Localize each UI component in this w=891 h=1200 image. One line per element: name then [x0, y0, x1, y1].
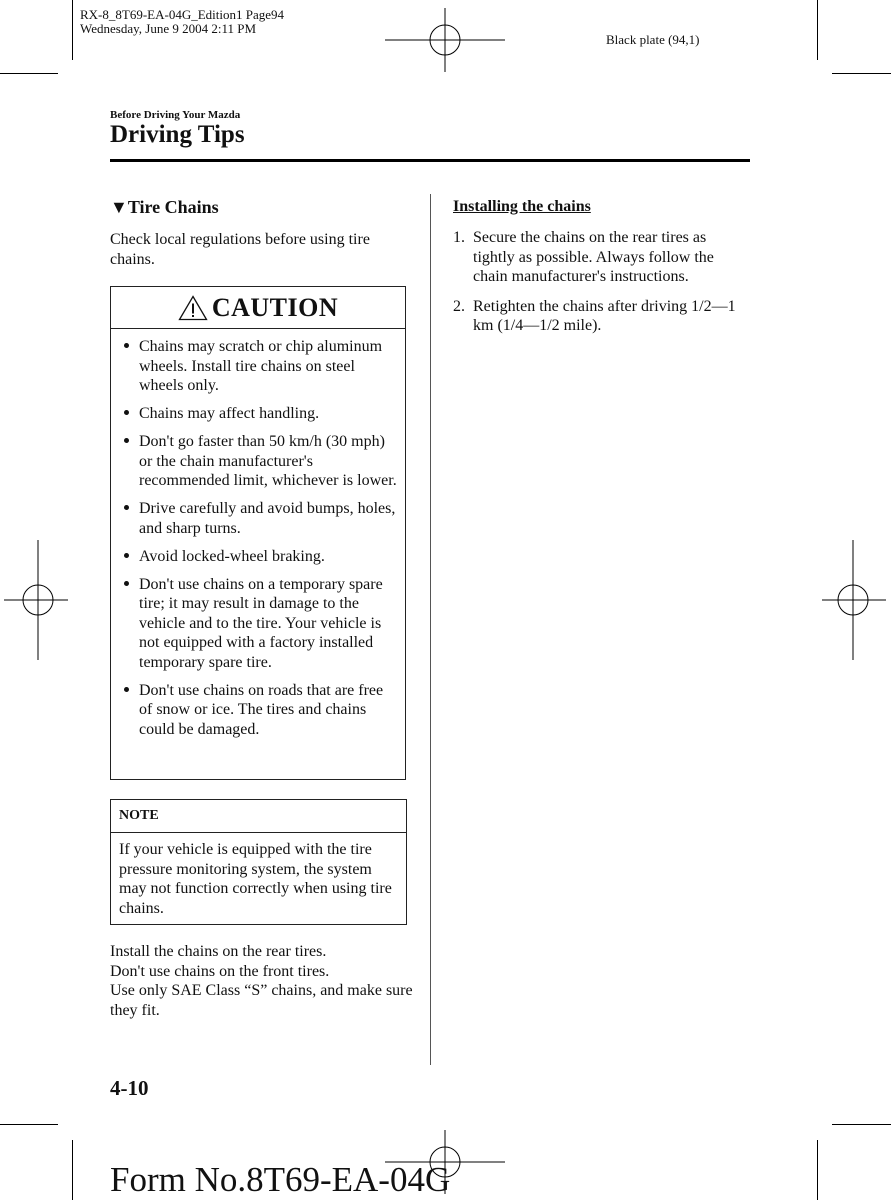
form-number: Form No.8T69-EA-04G — [110, 1160, 451, 1199]
step-text: Secure the chains on the rear tires as tightly as possible. Always follow the chain manufacturer's instructions. — [473, 229, 714, 285]
crop-mark — [72, 1140, 73, 1200]
note-title: NOTE — [111, 800, 406, 833]
crop-mark — [0, 73, 58, 74]
caution-item-text: Don't go faster than 50 km/h (30 mph) or the chain manufacturer's recommended limit, whichever is lower. — [139, 433, 397, 489]
caution-item-text: Chains may scratch or chip aluminum wheels. Install tire chains on steel wheels only. — [139, 338, 383, 394]
after-paragraph — [110, 942, 420, 1020]
registration-mark-icon — [385, 8, 505, 72]
bullet-icon — [119, 337, 139, 396]
installing-chains-heading: Installing the chains — [453, 198, 591, 215]
step-text: Retighten the chains after driving 1/2—1 km (1/4—1/2 mile). — [473, 297, 736, 334]
caution-item-text: Don't use chains on a temporary spare tire; it may result in damage to the vehicle and to the tire. Your vehicle is not equipped with a factory installed temporary spare tire. — [139, 575, 383, 671]
list-item — [119, 575, 399, 673]
crop-mark — [0, 1124, 58, 1125]
bullet-icon — [119, 404, 139, 424]
list-item — [453, 228, 748, 287]
after-line: Use only SAE Class “S” chains, and make sure they fit. — [110, 982, 413, 1019]
intro-paragraph: Check local regulations before using tire chains. — [110, 231, 370, 268]
list-item — [119, 404, 399, 424]
list-item — [119, 337, 399, 396]
crop-mark — [832, 73, 891, 74]
warning-triangle-icon — [178, 295, 208, 321]
caution-item-text: Don't use chains on roads that are free of snow or ice. The tires and chains could be damaged. — [139, 681, 384, 738]
caution-box — [110, 286, 406, 780]
column-divider — [430, 194, 431, 1065]
bullet-icon — [119, 681, 139, 740]
caution-title: CAUTION — [211, 292, 339, 322]
after-line: Install the chains on the rear tires. — [110, 943, 327, 960]
bullet-icon — [119, 575, 139, 673]
list-item — [119, 547, 399, 567]
section-label: Before Driving Your Mazda — [110, 109, 241, 121]
black-plate-label: Black plate (94,1) — [606, 32, 700, 47]
crop-mark — [832, 1124, 891, 1125]
list-item — [453, 297, 748, 336]
print-info — [80, 8, 284, 36]
caution-header — [111, 287, 405, 329]
crop-mark — [817, 0, 818, 60]
step-number: 2. — [453, 297, 465, 315]
installation-steps — [453, 228, 748, 346]
crop-mark — [72, 0, 73, 60]
note-box — [110, 799, 407, 925]
bullet-icon — [119, 547, 139, 567]
step-number: 1. — [453, 229, 465, 246]
title-rule — [110, 159, 750, 162]
bullet-icon — [119, 432, 139, 491]
registration-mark-icon — [822, 540, 886, 660]
page-number: 4-10 — [110, 1076, 149, 1100]
registration-mark-icon — [4, 540, 68, 660]
after-line: Don't use chains on the front tires. — [110, 962, 330, 980]
list-item — [119, 499, 399, 538]
tire-chains-heading-text: Tire Chains — [127, 197, 219, 217]
bullet-icon — [119, 499, 139, 538]
triangle-down-icon: ▼ — [110, 197, 128, 217]
print-info-line1: RX-8_8T69-EA-04G_Edition1 Page94 — [80, 7, 285, 22]
tire-chains-heading — [110, 197, 219, 218]
list-item — [119, 681, 399, 740]
caution-list — [111, 329, 405, 739]
print-info-line2: Wednesday, June 9 2004 2:11 PM — [80, 21, 257, 36]
caution-item-text: Chains may affect handling. — [139, 405, 320, 422]
note-text: If your vehicle is equipped with the tire pressure monitoring system, the system may not function correctly when using tire chains. — [119, 841, 392, 917]
caution-item-text: Drive carefully and avoid bumps, holes, and sharp turns. — [139, 500, 396, 537]
caution-item-text: Avoid locked-wheel braking. — [139, 547, 325, 565]
page-title: Driving Tips — [110, 121, 245, 148]
crop-mark — [817, 1140, 818, 1200]
list-item — [119, 432, 399, 491]
